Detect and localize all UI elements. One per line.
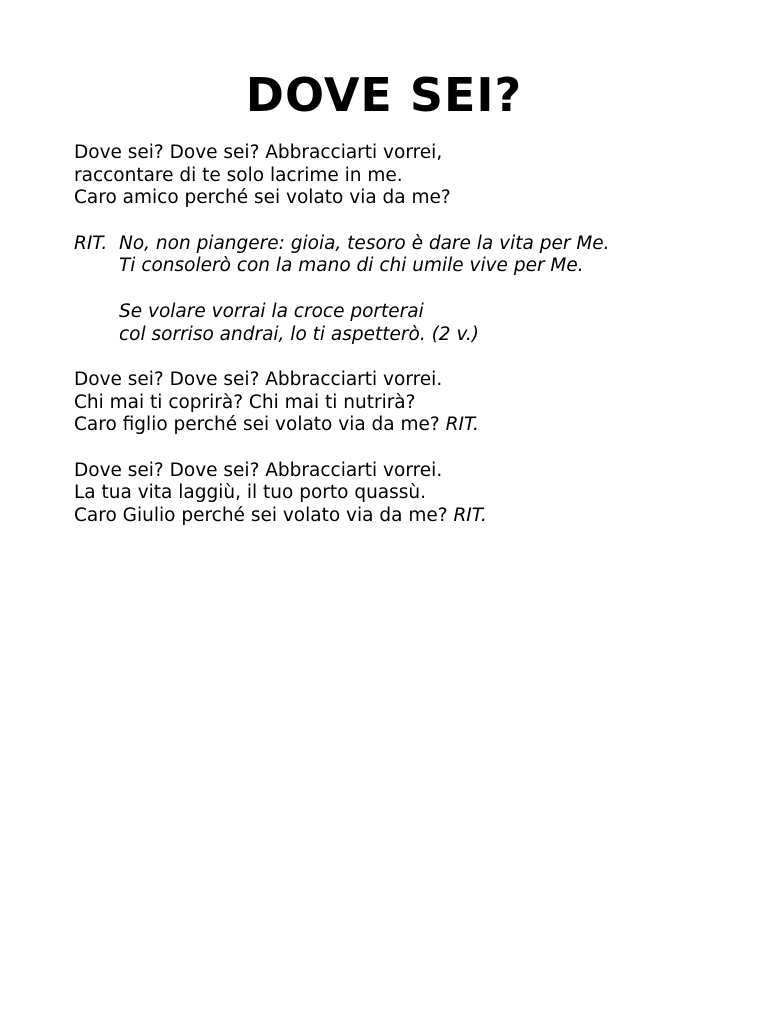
refrain-first-row	[74, 233, 610, 256]
stanza-2	[74, 369, 610, 437]
lyric-line: Caro amico perché sei volato via da me?	[74, 187, 451, 209]
refrain-line: col sorriso andrai, lo ti aspetterò. (2 v.)	[119, 323, 480, 345]
rit-marker: RIT.	[453, 505, 487, 526]
lyric-line: Dove sei? Dove sei? Abbracciarti vorrei,	[74, 142, 443, 163]
lyric-text: Caro Giulio perché sei volato via da me?	[74, 505, 448, 526]
song-title: DOVE SEI?	[245, 68, 523, 122]
lyric-line: Dove sei? Dove sei? Abbracciarti vorrei.	[74, 459, 443, 481]
refrain-line: No, non piangere: gioia, tesoro è dare la vita per Me.	[119, 232, 610, 254]
lyric-line-with-rit	[74, 414, 610, 437]
refrain	[74, 233, 610, 346]
lyric-text: Caro figlio perché sei volato via da me?	[74, 414, 440, 436]
lyric-line: Dove sei? Dove sei? Abbracciarti vorrei.	[74, 368, 443, 390]
stanza-3	[74, 460, 610, 528]
stanza-spacer	[74, 346, 610, 369]
stanza-spacer	[74, 210, 610, 233]
lyric-line: raccontare di te solo lacrime in me.	[74, 164, 403, 186]
lyrics-body	[74, 142, 610, 528]
refrain-line: Ti consolerò con la mano di chi umile vive per Me.	[119, 255, 584, 277]
stanza-spacer	[74, 437, 610, 460]
refrain-line: Se volare vorrai la croce porterai	[119, 300, 424, 322]
refrain-spacer	[74, 278, 610, 301]
rit-marker: RIT.	[445, 414, 479, 436]
lyric-line-with-rit	[74, 505, 610, 528]
lyric-line: La tua vita laggiù, il tuo porto quassù.	[74, 482, 427, 504]
refrain-label: RIT.	[74, 232, 108, 254]
lyric-line: Chi mai ti coprirà? Chi mai ti nutrirà?	[74, 391, 416, 413]
stanza-1	[74, 142, 610, 210]
